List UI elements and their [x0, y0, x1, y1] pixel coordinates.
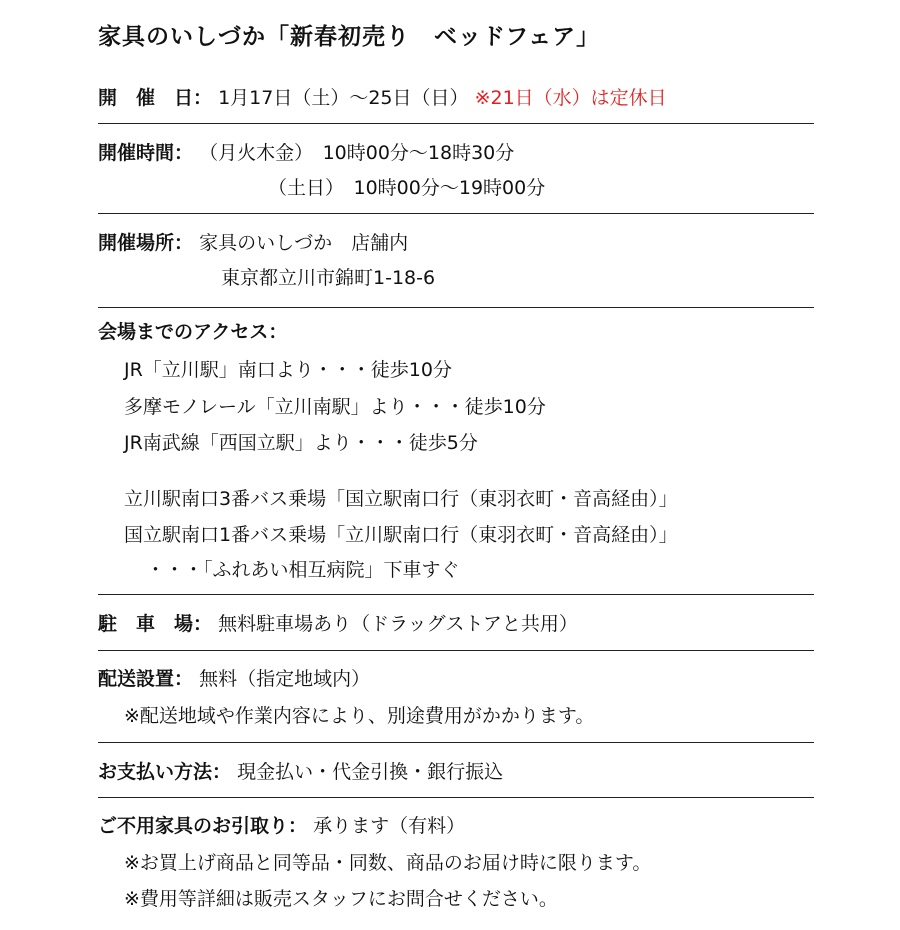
parking-label: 駐 車 場：: [98, 613, 213, 635]
bus-stop-note: ・・・「ふれあい相互病院」下車すぐ: [146, 559, 460, 581]
access-label: 会場までのアクセス：: [98, 321, 288, 343]
pickup-note: ※費用等詳細は販売スタッフにお問合せください。: [124, 888, 558, 910]
access-line: JR「立川駅」南口より・・・徒歩10分: [124, 359, 452, 381]
divider: [98, 307, 814, 308]
pickup-note: ※お買上げ商品と同等品・同数、商品のお届け時に限ります。: [124, 852, 652, 874]
page-title: 家具のいしづか「新春初売り ベッドフェア」: [98, 24, 601, 50]
venue-name: 家具のいしづか 店舗内: [199, 232, 409, 254]
bus-line: 国立駅南口1番バス乗場「立川駅南口行（東羽衣町・音高経由）」: [124, 524, 678, 546]
bus-line: 立川駅南口3番バス乗場「国立駅南口行（東羽衣町・音高経由）」: [124, 488, 678, 510]
pickup-label: ご不用家具のお引取り：: [98, 815, 308, 837]
parking-value: 無料駐車場あり（ドラッグストアと共用）: [218, 613, 578, 635]
access-line: 多摩モノレール「立川南駅」より・・・徒歩10分: [124, 396, 546, 418]
venue-row: [98, 231, 408, 255]
divider: [98, 650, 814, 651]
divider: [98, 594, 814, 595]
hours-row: [98, 141, 514, 165]
venue-address: 東京都立川市錦町1-18-6: [221, 267, 436, 289]
payment-row: [98, 760, 503, 784]
pickup-value: 承ります（有料）: [313, 815, 466, 837]
delivery-value: 無料（指定地域内）: [199, 668, 371, 690]
divider: [98, 742, 814, 743]
closed-day-note: ※21日（水）は定休日: [474, 87, 667, 109]
dates-label: 開 催 日：: [98, 87, 213, 109]
hours-weekend: （土日） 10時00分～19時00分: [268, 177, 546, 199]
delivery-row: [98, 667, 370, 691]
venue-label: 開催場所：: [98, 232, 194, 254]
delivery-note: ※配送地域や作業内容により、別途費用がかかります。: [124, 705, 595, 727]
hours-label: 開催時間：: [98, 142, 194, 164]
parking-row: [98, 612, 578, 636]
dates-value: 1月17日（土）～25日（日）: [218, 87, 469, 109]
delivery-label: 配送設置：: [98, 668, 194, 690]
payment-value: 現金払い・代金引換・銀行振込: [237, 761, 504, 783]
pickup-row: [98, 814, 465, 838]
access-line: JR南武線「西国立駅」より・・・徒歩5分: [124, 432, 478, 454]
divider: [98, 123, 814, 124]
hours-weekday: （月火木金） 10時00分～18時30分: [199, 142, 515, 164]
payment-label: お支払い方法：: [98, 761, 232, 783]
divider: [98, 797, 814, 798]
dates-row: [98, 86, 667, 110]
divider: [98, 213, 814, 214]
